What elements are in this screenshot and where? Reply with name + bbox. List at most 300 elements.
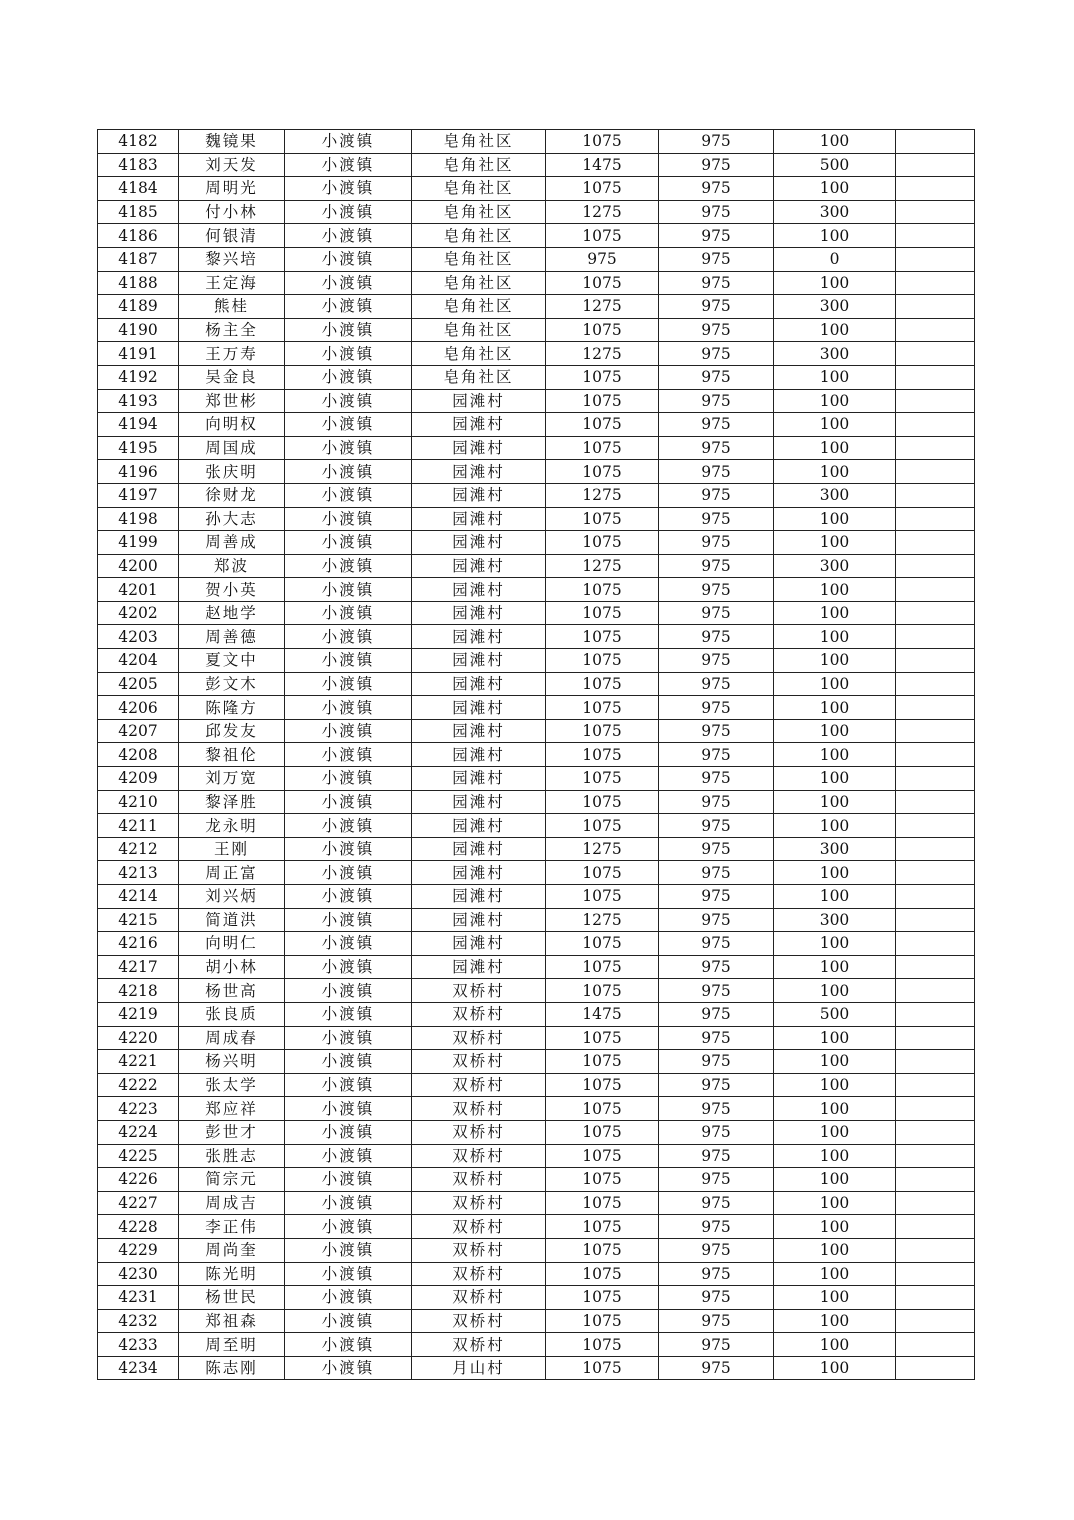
township-cell: 小渡镇	[285, 1097, 412, 1121]
amount-base-cell: 975	[659, 955, 774, 979]
remarks-cell	[896, 625, 975, 649]
township-cell: 小渡镇	[285, 1238, 412, 1262]
village-cell: 双桥村	[412, 1168, 546, 1192]
amount-base-cell: 975	[659, 885, 774, 909]
township-cell: 小渡镇	[285, 1356, 412, 1380]
amount-difference-cell: 100	[774, 790, 896, 814]
serial-number-cell: 4184	[98, 177, 179, 201]
serial-number-cell: 4206	[98, 696, 179, 720]
amount-total-cell: 1075	[546, 743, 659, 767]
amount-difference-cell: 100	[774, 224, 896, 248]
village-cell: 双桥村	[412, 1215, 546, 1239]
amount-difference-cell: 100	[774, 955, 896, 979]
serial-number-cell: 4215	[98, 908, 179, 932]
person-name-cell: 贺小英	[179, 578, 285, 602]
village-cell: 园滩村	[412, 507, 546, 531]
person-name-cell: 郑世彬	[179, 389, 285, 413]
remarks-cell	[896, 389, 975, 413]
amount-total-cell: 1475	[546, 1002, 659, 1026]
village-cell: 园滩村	[412, 790, 546, 814]
village-cell: 园滩村	[412, 625, 546, 649]
amount-difference-cell: 100	[774, 460, 896, 484]
person-name-cell: 魏镜果	[179, 130, 285, 154]
remarks-cell	[896, 578, 975, 602]
township-cell: 小渡镇	[285, 153, 412, 177]
village-cell: 双桥村	[412, 1097, 546, 1121]
village-cell: 园滩村	[412, 531, 546, 555]
amount-base-cell: 975	[659, 908, 774, 932]
amount-base-cell: 975	[659, 1168, 774, 1192]
serial-number-cell: 4218	[98, 979, 179, 1003]
amount-total-cell: 1075	[546, 271, 659, 295]
village-cell: 园滩村	[412, 554, 546, 578]
table-row	[98, 531, 975, 555]
table-row	[98, 790, 975, 814]
serial-number-cell: 4196	[98, 460, 179, 484]
amount-total-cell: 1075	[546, 767, 659, 791]
person-name-cell: 张太学	[179, 1073, 285, 1097]
township-cell: 小渡镇	[285, 436, 412, 460]
remarks-cell	[896, 531, 975, 555]
amount-total-cell: 1075	[546, 177, 659, 201]
amount-difference-cell: 100	[774, 1191, 896, 1215]
table-row	[98, 601, 975, 625]
amount-difference-cell: 100	[774, 1356, 896, 1380]
township-cell: 小渡镇	[285, 601, 412, 625]
township-cell: 小渡镇	[285, 861, 412, 885]
remarks-cell	[896, 1238, 975, 1262]
township-cell: 小渡镇	[285, 1262, 412, 1286]
township-cell: 小渡镇	[285, 1168, 412, 1192]
serial-number-cell: 4191	[98, 342, 179, 366]
serial-number-cell: 4192	[98, 365, 179, 389]
amount-total-cell: 1075	[546, 979, 659, 1003]
serial-number-cell: 4197	[98, 483, 179, 507]
person-name-cell: 周善成	[179, 531, 285, 555]
person-name-cell: 周成吉	[179, 1191, 285, 1215]
amount-difference-cell: 100	[774, 436, 896, 460]
village-cell: 园滩村	[412, 483, 546, 507]
table-row	[98, 365, 975, 389]
township-cell: 小渡镇	[285, 1309, 412, 1333]
village-cell: 皂角社区	[412, 318, 546, 342]
amount-difference-cell: 100	[774, 177, 896, 201]
remarks-cell	[896, 719, 975, 743]
amount-base-cell: 975	[659, 1050, 774, 1074]
amount-difference-cell: 100	[774, 1286, 896, 1310]
amount-base-cell: 975	[659, 1097, 774, 1121]
table-row	[98, 318, 975, 342]
amount-difference-cell: 100	[774, 1262, 896, 1286]
amount-base-cell: 975	[659, 436, 774, 460]
amount-total-cell: 1075	[546, 130, 659, 154]
township-cell: 小渡镇	[285, 1120, 412, 1144]
amount-difference-cell: 100	[774, 885, 896, 909]
remarks-cell	[896, 413, 975, 437]
amount-difference-cell: 500	[774, 153, 896, 177]
remarks-cell	[896, 295, 975, 319]
table-row	[98, 1097, 975, 1121]
amount-total-cell: 1075	[546, 531, 659, 555]
amount-difference-cell: 100	[774, 672, 896, 696]
remarks-cell	[896, 837, 975, 861]
remarks-cell	[896, 1356, 975, 1380]
person-name-cell: 彭世才	[179, 1120, 285, 1144]
person-name-cell: 向明权	[179, 413, 285, 437]
amount-base-cell: 975	[659, 1356, 774, 1380]
amount-total-cell: 975	[546, 247, 659, 271]
roster-table	[97, 129, 975, 1380]
serial-number-cell: 4224	[98, 1120, 179, 1144]
remarks-cell	[896, 696, 975, 720]
remarks-cell	[896, 649, 975, 673]
amount-base-cell: 975	[659, 1073, 774, 1097]
village-cell: 园滩村	[412, 601, 546, 625]
serial-number-cell: 4185	[98, 200, 179, 224]
village-cell: 双桥村	[412, 1309, 546, 1333]
village-cell: 月山村	[412, 1356, 546, 1380]
amount-difference-cell: 300	[774, 483, 896, 507]
township-cell: 小渡镇	[285, 365, 412, 389]
amount-difference-cell: 100	[774, 507, 896, 531]
remarks-cell	[896, 672, 975, 696]
person-name-cell: 黎泽胜	[179, 790, 285, 814]
table-row	[98, 908, 975, 932]
amount-difference-cell: 100	[774, 767, 896, 791]
village-cell: 园滩村	[412, 413, 546, 437]
person-name-cell: 徐财龙	[179, 483, 285, 507]
village-cell: 双桥村	[412, 979, 546, 1003]
amount-difference-cell: 100	[774, 413, 896, 437]
person-name-cell: 杨主全	[179, 318, 285, 342]
remarks-cell	[896, 1215, 975, 1239]
amount-base-cell: 975	[659, 932, 774, 956]
amount-difference-cell: 100	[774, 625, 896, 649]
serial-number-cell: 4203	[98, 625, 179, 649]
village-cell: 园滩村	[412, 908, 546, 932]
township-cell: 小渡镇	[285, 342, 412, 366]
remarks-cell	[896, 507, 975, 531]
village-cell: 皂角社区	[412, 177, 546, 201]
person-name-cell: 张胜志	[179, 1144, 285, 1168]
amount-difference-cell: 100	[774, 861, 896, 885]
amount-base-cell: 975	[659, 247, 774, 271]
person-name-cell: 周国成	[179, 436, 285, 460]
village-cell: 皂角社区	[412, 130, 546, 154]
amount-difference-cell: 100	[774, 814, 896, 838]
table-row	[98, 436, 975, 460]
person-name-cell: 吴金良	[179, 365, 285, 389]
serial-number-cell: 4221	[98, 1050, 179, 1074]
township-cell: 小渡镇	[285, 578, 412, 602]
township-cell: 小渡镇	[285, 1144, 412, 1168]
amount-base-cell: 975	[659, 601, 774, 625]
person-name-cell: 黎祖伦	[179, 743, 285, 767]
township-cell: 小渡镇	[285, 1050, 412, 1074]
table-row	[98, 767, 975, 791]
amount-total-cell: 1075	[546, 507, 659, 531]
remarks-cell	[896, 1168, 975, 1192]
table-row	[98, 1191, 975, 1215]
table-row	[98, 1026, 975, 1050]
table-row	[98, 389, 975, 413]
remarks-cell	[896, 861, 975, 885]
table-row	[98, 837, 975, 861]
remarks-cell	[896, 130, 975, 154]
person-name-cell: 郑应祥	[179, 1097, 285, 1121]
amount-total-cell: 1075	[546, 1191, 659, 1215]
amount-difference-cell: 100	[774, 1097, 896, 1121]
person-name-cell: 付小林	[179, 200, 285, 224]
amount-total-cell: 1075	[546, 1286, 659, 1310]
village-cell: 皂角社区	[412, 365, 546, 389]
amount-total-cell: 1075	[546, 413, 659, 437]
remarks-cell	[896, 460, 975, 484]
amount-base-cell: 975	[659, 389, 774, 413]
amount-difference-cell: 100	[774, 719, 896, 743]
village-cell: 园滩村	[412, 814, 546, 838]
table-row	[98, 1073, 975, 1097]
table-row	[98, 861, 975, 885]
person-name-cell: 周尚奎	[179, 1238, 285, 1262]
village-cell: 园滩村	[412, 743, 546, 767]
village-cell: 皂角社区	[412, 200, 546, 224]
person-name-cell: 黎兴培	[179, 247, 285, 271]
remarks-cell	[896, 1097, 975, 1121]
amount-base-cell: 975	[659, 814, 774, 838]
remarks-cell	[896, 200, 975, 224]
remarks-cell	[896, 908, 975, 932]
village-cell: 双桥村	[412, 1286, 546, 1310]
table-row	[98, 1333, 975, 1357]
amount-total-cell: 1075	[546, 1120, 659, 1144]
township-cell: 小渡镇	[285, 271, 412, 295]
table-row	[98, 696, 975, 720]
serial-number-cell: 4234	[98, 1356, 179, 1380]
person-name-cell: 胡小林	[179, 955, 285, 979]
table-row	[98, 979, 975, 1003]
amount-base-cell: 975	[659, 318, 774, 342]
remarks-cell	[896, 1050, 975, 1074]
township-cell: 小渡镇	[285, 318, 412, 342]
amount-total-cell: 1075	[546, 955, 659, 979]
serial-number-cell: 4186	[98, 224, 179, 248]
amount-difference-cell: 100	[774, 1309, 896, 1333]
table-row	[98, 814, 975, 838]
amount-total-cell: 1075	[546, 790, 659, 814]
amount-difference-cell: 300	[774, 837, 896, 861]
serial-number-cell: 4202	[98, 601, 179, 625]
village-cell: 双桥村	[412, 1333, 546, 1357]
table-row	[98, 200, 975, 224]
table-row	[98, 955, 975, 979]
village-cell: 双桥村	[412, 1238, 546, 1262]
remarks-cell	[896, 743, 975, 767]
amount-base-cell: 975	[659, 271, 774, 295]
remarks-cell	[896, 885, 975, 909]
amount-difference-cell: 100	[774, 1120, 896, 1144]
township-cell: 小渡镇	[285, 177, 412, 201]
amount-base-cell: 975	[659, 1286, 774, 1310]
amount-difference-cell: 100	[774, 979, 896, 1003]
serial-number-cell: 4219	[98, 1002, 179, 1026]
table-row	[98, 507, 975, 531]
township-cell: 小渡镇	[285, 413, 412, 437]
amount-total-cell: 1275	[546, 342, 659, 366]
serial-number-cell: 4222	[98, 1073, 179, 1097]
table-row	[98, 247, 975, 271]
amount-base-cell: 975	[659, 1026, 774, 1050]
table-row	[98, 342, 975, 366]
village-cell: 园滩村	[412, 460, 546, 484]
remarks-cell	[896, 224, 975, 248]
person-name-cell: 周正富	[179, 861, 285, 885]
amount-base-cell: 975	[659, 554, 774, 578]
township-cell: 小渡镇	[285, 837, 412, 861]
serial-number-cell: 4198	[98, 507, 179, 531]
remarks-cell	[896, 814, 975, 838]
amount-base-cell: 975	[659, 696, 774, 720]
person-name-cell: 杨兴明	[179, 1050, 285, 1074]
remarks-cell	[896, 247, 975, 271]
amount-difference-cell: 100	[774, 1026, 896, 1050]
amount-difference-cell: 100	[774, 130, 896, 154]
amount-difference-cell: 100	[774, 932, 896, 956]
serial-number-cell: 4226	[98, 1168, 179, 1192]
amount-difference-cell: 100	[774, 1073, 896, 1097]
amount-difference-cell: 300	[774, 295, 896, 319]
serial-number-cell: 4208	[98, 743, 179, 767]
serial-number-cell: 4229	[98, 1238, 179, 1262]
person-name-cell: 李正伟	[179, 1215, 285, 1239]
person-name-cell: 王定海	[179, 271, 285, 295]
serial-number-cell: 4213	[98, 861, 179, 885]
serial-number-cell: 4182	[98, 130, 179, 154]
amount-total-cell: 1075	[546, 814, 659, 838]
amount-difference-cell: 100	[774, 1050, 896, 1074]
village-cell: 双桥村	[412, 1191, 546, 1215]
amount-base-cell: 975	[659, 1309, 774, 1333]
amount-base-cell: 975	[659, 224, 774, 248]
township-cell: 小渡镇	[285, 625, 412, 649]
township-cell: 小渡镇	[285, 743, 412, 767]
table-row	[98, 932, 975, 956]
amount-base-cell: 975	[659, 1262, 774, 1286]
village-cell: 皂角社区	[412, 247, 546, 271]
remarks-cell	[896, 932, 975, 956]
township-cell: 小渡镇	[285, 767, 412, 791]
serial-number-cell: 4220	[98, 1026, 179, 1050]
amount-total-cell: 1075	[546, 1238, 659, 1262]
person-name-cell: 杨世高	[179, 979, 285, 1003]
remarks-cell	[896, 1191, 975, 1215]
amount-total-cell: 1275	[546, 483, 659, 507]
village-cell: 园滩村	[412, 719, 546, 743]
amount-total-cell: 1275	[546, 908, 659, 932]
remarks-cell	[896, 1262, 975, 1286]
amount-difference-cell: 100	[774, 1144, 896, 1168]
serial-number-cell: 4210	[98, 790, 179, 814]
serial-number-cell: 4200	[98, 554, 179, 578]
village-cell: 园滩村	[412, 861, 546, 885]
village-cell: 园滩村	[412, 649, 546, 673]
township-cell: 小渡镇	[285, 1333, 412, 1357]
amount-base-cell: 975	[659, 342, 774, 366]
person-name-cell: 陈隆方	[179, 696, 285, 720]
amount-total-cell: 1075	[546, 885, 659, 909]
amount-total-cell: 1075	[546, 649, 659, 673]
person-name-cell: 周善德	[179, 625, 285, 649]
amount-total-cell: 1075	[546, 696, 659, 720]
serial-number-cell: 4232	[98, 1309, 179, 1333]
serial-number-cell: 4205	[98, 672, 179, 696]
amount-base-cell: 975	[659, 979, 774, 1003]
table-row	[98, 625, 975, 649]
amount-total-cell: 1075	[546, 861, 659, 885]
village-cell: 园滩村	[412, 955, 546, 979]
serial-number-cell: 4225	[98, 1144, 179, 1168]
remarks-cell	[896, 790, 975, 814]
remarks-cell	[896, 554, 975, 578]
person-name-cell: 陈光明	[179, 1262, 285, 1286]
person-name-cell: 刘兴炳	[179, 885, 285, 909]
township-cell: 小渡镇	[285, 955, 412, 979]
village-cell: 双桥村	[412, 1050, 546, 1074]
table-row	[98, 1144, 975, 1168]
remarks-cell	[896, 979, 975, 1003]
table-row	[98, 483, 975, 507]
amount-total-cell: 1075	[546, 1333, 659, 1357]
amount-base-cell: 975	[659, 649, 774, 673]
person-name-cell: 杨世民	[179, 1286, 285, 1310]
amount-total-cell: 1075	[546, 1097, 659, 1121]
person-name-cell: 简宗元	[179, 1168, 285, 1192]
amount-difference-cell: 100	[774, 1215, 896, 1239]
remarks-cell	[896, 318, 975, 342]
serial-number-cell: 4187	[98, 247, 179, 271]
township-cell: 小渡镇	[285, 814, 412, 838]
village-cell: 园滩村	[412, 578, 546, 602]
township-cell: 小渡镇	[285, 460, 412, 484]
roster-body	[98, 130, 975, 1380]
amount-base-cell: 975	[659, 672, 774, 696]
table-row	[98, 1002, 975, 1026]
serial-number-cell: 4223	[98, 1097, 179, 1121]
serial-number-cell: 4209	[98, 767, 179, 791]
table-row	[98, 295, 975, 319]
township-cell: 小渡镇	[285, 1073, 412, 1097]
village-cell: 园滩村	[412, 932, 546, 956]
amount-base-cell: 975	[659, 365, 774, 389]
amount-total-cell: 1075	[546, 1050, 659, 1074]
village-cell: 皂角社区	[412, 295, 546, 319]
table-row	[98, 1050, 975, 1074]
amount-difference-cell: 100	[774, 649, 896, 673]
remarks-cell	[896, 436, 975, 460]
amount-base-cell: 975	[659, 719, 774, 743]
amount-difference-cell: 300	[774, 200, 896, 224]
table-row	[98, 413, 975, 437]
amount-total-cell: 1075	[546, 601, 659, 625]
table-row	[98, 672, 975, 696]
table-row	[98, 130, 975, 154]
township-cell: 小渡镇	[285, 389, 412, 413]
township-cell: 小渡镇	[285, 1191, 412, 1215]
amount-difference-cell: 100	[774, 531, 896, 555]
township-cell: 小渡镇	[285, 1002, 412, 1026]
serial-number-cell: 4199	[98, 531, 179, 555]
amount-difference-cell: 100	[774, 365, 896, 389]
